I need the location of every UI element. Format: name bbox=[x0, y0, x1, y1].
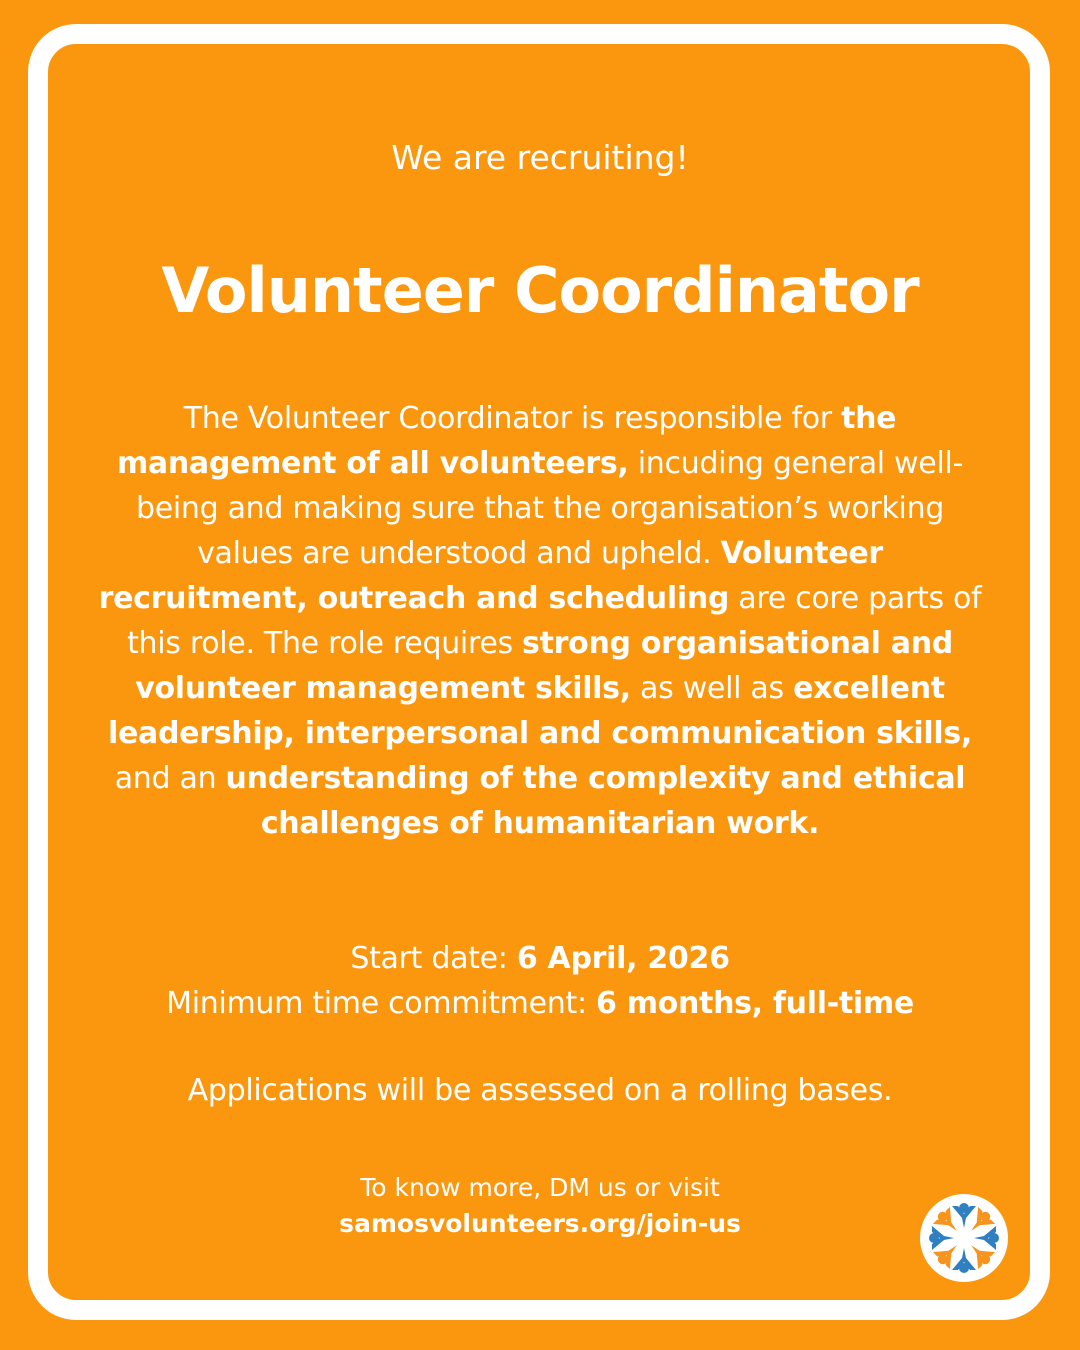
description-highlight: Volunteer recruitment, outreach and scheduling bbox=[98, 536, 883, 616]
description-highlight: understanding of the complexity and ethical challenges of humanitarian work. bbox=[225, 761, 966, 841]
description-text: as well as bbox=[630, 671, 794, 706]
description-text: incuding general well-being and making sure that the organisation’s working values are understood and upheld. bbox=[135, 446, 964, 571]
description-text: and an bbox=[114, 761, 226, 796]
commitment-line bbox=[80, 981, 1000, 1026]
description-highlight: excellent leadership, interpersonal and communication skills, bbox=[108, 671, 972, 751]
call-to-action bbox=[80, 1170, 1000, 1242]
description-highlight: the management of all volunteers, bbox=[116, 401, 897, 481]
commitment-value: 6 months, full-time bbox=[595, 986, 914, 1021]
start-date-line bbox=[80, 936, 1000, 981]
commitment-label: Minimum time commitment: bbox=[166, 986, 596, 1021]
rolling-note: Applications will be assessed on a rolling bases. bbox=[187, 1073, 893, 1108]
description-text: The Volunteer Coordinator is responsible for bbox=[183, 401, 842, 436]
cta-text: To know more, DM us or visit bbox=[360, 1173, 720, 1202]
start-date-value: 6 April, 2026 bbox=[516, 941, 730, 976]
recruiting-eyebrow: We are recruiting! bbox=[391, 138, 689, 177]
page-title: Volunteer Coordinator bbox=[161, 254, 919, 327]
samos-volunteers-logo-icon bbox=[918, 1192, 1010, 1284]
role-details bbox=[80, 936, 1000, 1026]
description-text: are core parts of this role. The role requires bbox=[127, 581, 982, 661]
role-description bbox=[90, 396, 990, 846]
start-date-label: Start date: bbox=[350, 941, 517, 976]
description-highlight: strong organisational and volunteer management skills, bbox=[135, 626, 953, 706]
join-us-link[interactable]: samosvolunteers.org/join-us bbox=[339, 1209, 741, 1238]
